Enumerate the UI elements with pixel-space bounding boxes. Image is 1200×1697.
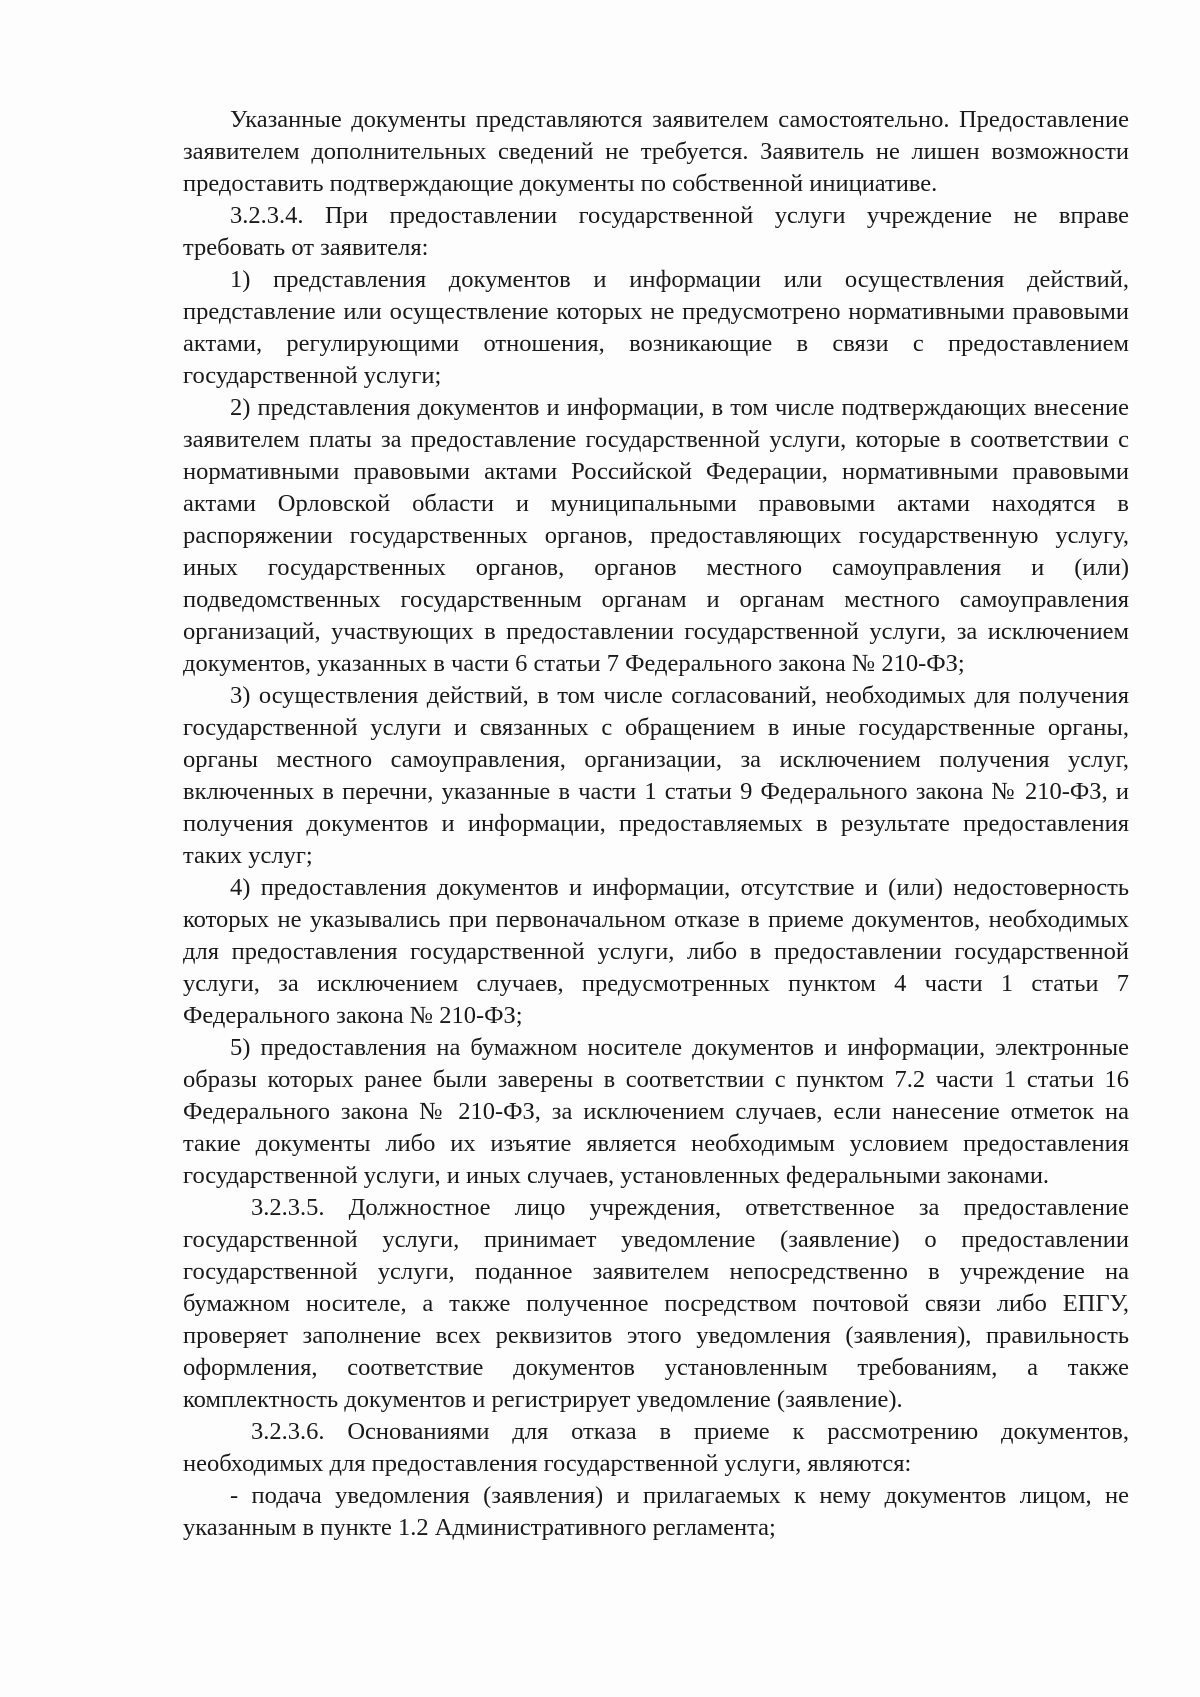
list-item-4: 4) предоставления документов и информации, отсутствие и (или) недостоверность которых не указывались при первоначальном отказе в приеме документов, необходимых для предоставления государственной услуги, либо в предоставлении государственной услуги, за исключением случаев, предусмотренных пунктом 4 части 1 статьи 7 Федерального закона № 210-ФЗ; — [183, 874, 1129, 1029]
paragraph-3-2-3-4: 3.2.3.4. При предоставлении государственной услуги учреждение не вправе требовать от заявителя: — [183, 202, 1129, 261]
list-item-1: 1) представления документов и информации или осуществления действий, представление или осуществление которых не предусмотрено нормативными правовыми актами, регулирующими отношения, возникающие в связи с предоставлением государственной услуги; — [183, 266, 1129, 389]
list-item-5: 5) предоставления на бумажном носителе документов и информации, электронные образы которых ранее были заверены в соответствии с пунктом 7.2 части 1 статьи 16 Федерального закона № 210-ФЗ, за исключением случаев, если нанесение отметок на такие документы либо их изъятие является необходимым условием предоставления государственной услуги, и иных случаев, установленных федеральными законами. — [183, 1034, 1129, 1189]
document-body — [183, 104, 1129, 1544]
paragraph-documents-submitted: Указанные документы представляются заявителем самостоятельно. Предоставление заявителем дополнительных сведений не требуется. Заявитель не лишен возможности предоставить подтверждающие документы по собственной инициативе. — [183, 106, 1129, 197]
paragraph-3-2-3-6: 3.2.3.6. Основаниями для отказа в приеме к рассмотрению документов, необходимых для предоставления государственной услуги, являются: — [183, 1418, 1129, 1477]
list-item-dash-1: - подача уведомления (заявления) и прилагаемых к нему документов лицом, не указанным в пункте 1.2 Административного регламента; — [183, 1482, 1129, 1541]
list-item-2: 2) представления документов и информации, в том числе подтверждающих внесение заявителем платы за предоставление государственной услуги, которые в соответствии с нормативными правовыми актами Российской Федерации, нормативными правовыми актами Орловской области и муниципальными правовыми актами находятся в распоряжении государственных органов, предоставляющих государственную услугу, иных государственных органов, органов местного самоуправления и (или) подведомственных государственным органам и органам местного самоуправления организаций, участвующих в предоставлении государственной услуги, за исключением документов, указанных в части 6 статьи 7 Федерального закона № 210-ФЗ; — [183, 394, 1129, 677]
paragraph-3-2-3-5: 3.2.3.5. Должностное лицо учреждения, ответственное за предоставление государственной услуги, принимает уведомление (заявление) о предоставлении государственной услуги, поданное заявителем непосредственно в учреждение на бумажном носителе, а также полученное посредством почтовой связи либо ЕПГУ, проверяет заполнение всех реквизитов этого уведомления (заявления), правильность оформления, соответствие документов установленным требованиям, а также комплектность документов и регистрирует уведомление (заявление). — [183, 1194, 1129, 1413]
list-item-3: 3) осуществления действий, в том числе согласований, необходимых для получения государственной услуги и связанных с обращением в иные государственные органы, органы местного самоуправления, организации, за исключением получения услуг, включенных в перечни, указанные в части 1 статьи 9 Федерального закона № 210-ФЗ, и получения документов и информации, предоставляемых в результате предоставления таких услуг; — [183, 682, 1129, 869]
